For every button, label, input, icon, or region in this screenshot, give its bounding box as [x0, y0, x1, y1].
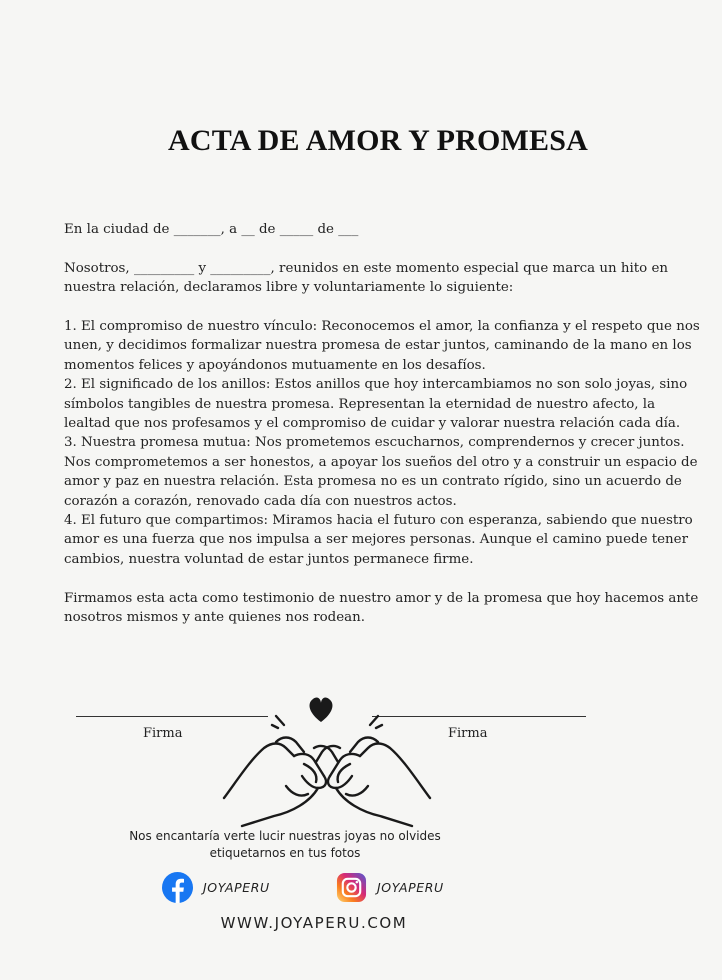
- document-body: [64, 220, 705, 627]
- clause-3: 3. Nuestra promesa mutua: Nos prometemos escucharnos, comprendernos y crecer juntos. Nos comprometemos a ser honestos, a apoyar los sueños del otro y a construir un espacio de amor y paz en nuestra relación. Esta promesa no es un contrato rígido, sino un acuerdo de corazón a corazón, renovado cada día con nuestros actos.: [64, 435, 702, 509]
- clause-1: 1. El compromiso de nuestro vínculo: Reconocemos el amor, la confianza y el respeto que nos unen, y decidimos formalizar nuestra promesa de estar juntos, caminando de la mano en los momentos felices y apoyándonos mutuamente en los desafíos.: [64, 319, 705, 373]
- facebook-handle: JOYAPERU: [203, 880, 270, 895]
- instagram-icon: [336, 872, 367, 903]
- place-date-line: En la ciudad de _______, a __ de _____ de ___: [64, 222, 359, 237]
- clause-2: 2. El significado de los anillos: Estos anillos que hoy intercambiamos no son solo joyas, sino símbolos tangibles de nuestra promesa. Representan la eternidad de nuestro afecto, la lealtad que nos profesamos y el compromiso de cuidar y valorar nuestra relación cada día.: [64, 377, 692, 432]
- document-title: ACTA DE AMOR Y PROMESA: [168, 124, 588, 157]
- clause-4: 4. El futuro que compartimos: Miramos hacia el futuro con esperanza, sabiendo que nuestro amor es una fuerza que nos impulsa a ser mejores personas. Aunque el camino puede tener cambios, nuestra voluntad de estar juntos permanece firme.: [64, 513, 697, 567]
- footer-note: Nos encantaría verte lucir nuestras joyas no olvides etiquetarnos en tus fotos: [129, 829, 441, 860]
- instagram-link[interactable]: [336, 872, 444, 903]
- facebook-link[interactable]: [162, 872, 270, 903]
- facebook-icon: [162, 872, 193, 903]
- closing-paragraph: Firmamos esta acta como testimonio de nuestro amor y de la promesa que hoy hacemos ante nosotros mismos y ante quienes nos rodean.: [64, 590, 703, 626]
- instagram-handle: JOYAPERU: [377, 880, 444, 895]
- pinky-promise-hands-icon: [218, 694, 436, 830]
- signature-label-left: Firma: [143, 726, 183, 741]
- intro-paragraph: Nosotros, _________ y _________, reunidos en este momento especial que marca un hito en nuestra relación, declaramos libre y voluntariamente lo siguiente:: [64, 260, 673, 296]
- signature-label-right: Firma: [448, 726, 488, 741]
- website-link[interactable]: WWW.JOYAPERU.COM: [220, 914, 408, 932]
